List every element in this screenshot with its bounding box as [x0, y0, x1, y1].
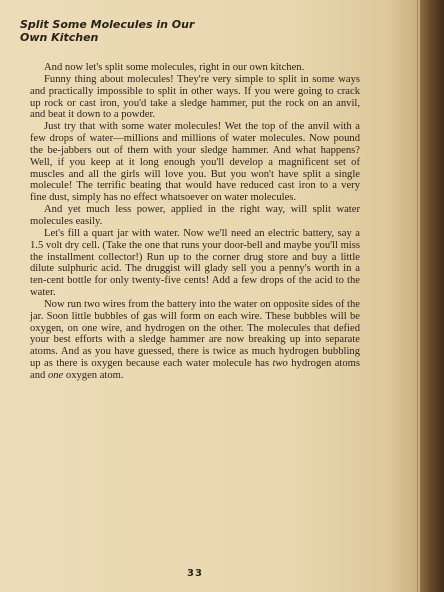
- paragraph-text: Just try that with some water molecules! Wet the top of the anvil with a few drops of water—millions and millions of water molecules. Now pound the be-jabbers out of them with your sledge hammer. And what happens? Well, if you keep at it long enough you'll develop a magnificent set of muscles and all the girls will love you. But you won't have split a single molecule! The terrific beating that would have reduced cast iron to a very fine dust, simply has no effect whatsoever on water molecules.: [30, 121, 360, 204]
- paragraph-text: Now run two wires from the battery into the water on opposite sides of the jar. Soon little bubbles of gas will form on each wire. These bubbles will be oxygen, on one wire, and hydrogen on the other. The molecules that defied your best efforts with a sledge hammer are now breaking up into separate atoms. And as you have guessed, there is twice as much hydrogen bubbling up as there is oxygen because each water molecule has: [30, 298, 360, 370]
- page-number: 33: [187, 568, 203, 579]
- running-head-line-2: Own Kitchen: [20, 31, 99, 44]
- paragraph: [30, 74, 360, 121]
- running-head-line-1: Split Some Molecules in Our: [20, 18, 195, 31]
- paragraph-text: And now let's split some molecules, right in our own kitchen.: [44, 62, 305, 73]
- gutter-line: [417, 0, 418, 592]
- paragraph-text: And yet much less power, applied in the right way, will split water molecules easily.: [30, 204, 360, 227]
- emphasis-two: two: [272, 358, 288, 370]
- paragraph: [30, 204, 360, 228]
- paragraph: [30, 299, 360, 382]
- paragraph: [30, 121, 360, 204]
- book-spine: [420, 0, 444, 592]
- paragraph-text: Funny thing about molecules! They're very simple to split in some ways and practically impossible to split in other ways. If you were going to crack up rock or cast iron, you'd take a sledge hammer, put the rock on an anvil, and beat it down to a powder.: [30, 73, 360, 121]
- body-text: [30, 62, 360, 382]
- emphasis-one: one: [47, 369, 64, 381]
- paragraph: [30, 62, 360, 74]
- paragraph-text: oxygen atom.: [63, 369, 124, 381]
- paragraph: [30, 228, 360, 299]
- paragraph-text: Let's fill a quart jar with water. Now we'll need an electric battery, say a 1.5 volt dry cell. (Take the one that runs your door-bell and maybe you'll miss the installment collector!) Run up to the corner drug store and buy a little dilute sulphuric acid. The druggist will glady sell you a penny's worth in a ten-cent bottle for only twenty-five cents! Add a few drops of the acid to the water.: [30, 227, 360, 299]
- paragraph-text: hydrogen atoms and: [30, 358, 360, 381]
- running-head: [20, 18, 194, 44]
